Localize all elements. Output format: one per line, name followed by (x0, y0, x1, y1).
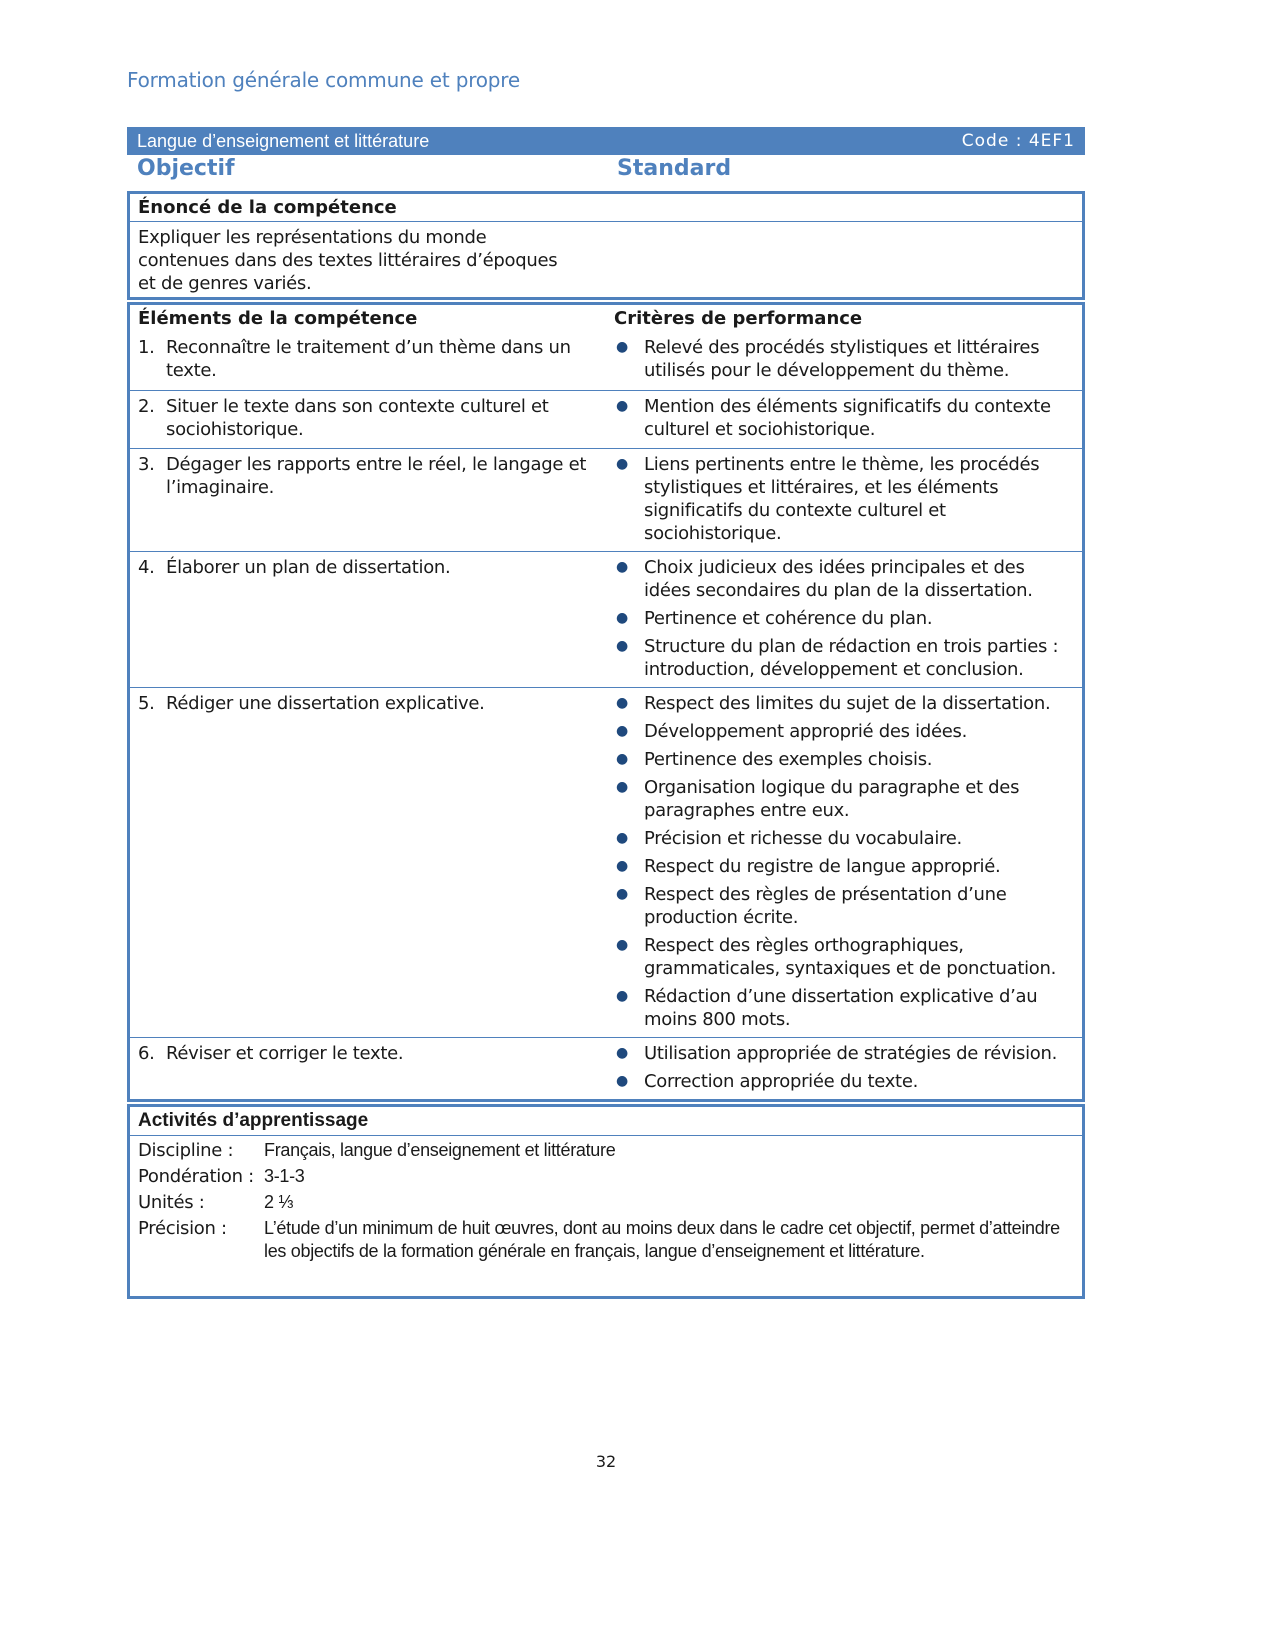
criterion-item (614, 395, 1074, 441)
criterion-item (614, 607, 1074, 630)
criteria-list (614, 336, 1074, 382)
element-text: Reconnaître le traitement d’un thème dans un texte. (166, 337, 571, 381)
enonce-text-row (130, 221, 1082, 301)
enonce-box (127, 191, 1085, 300)
criterion-text: Pertinence des exemples choisis. (644, 749, 933, 770)
element-rows (130, 332, 1082, 1099)
criterion-item (614, 855, 1074, 878)
criterion-text: Organisation logique du paragraphe et des paragraphes entre eux. (644, 777, 1020, 821)
subject-label: Langue d’enseignement et littérature (137, 130, 430, 151)
element-text: Élaborer un plan de dissertation. (166, 557, 451, 578)
criteria-list (614, 453, 1074, 545)
criteria-cell (608, 332, 1082, 390)
bullet-icon: ● (616, 723, 628, 739)
activite-label: Précision : (138, 1218, 227, 1239)
criterion-item (614, 635, 1074, 681)
criterion-text: Rédaction d’une dissertation explicative d’au moins 800 mots. (644, 986, 1038, 1030)
activite-row-discipline (138, 1139, 1074, 1162)
bullet-icon: ● (616, 779, 628, 795)
element-cell (130, 1038, 608, 1099)
criterion-text: Respect des limites du sujet de la dissertation. (644, 693, 1051, 714)
element-cell (130, 391, 608, 448)
criterion-item (614, 1070, 1074, 1093)
bullet-icon: ● (616, 559, 628, 575)
standard-heading: Standard (617, 156, 732, 181)
element-number: 5. (138, 693, 155, 714)
elements-heading: Éléments de la compétence (138, 308, 418, 329)
criterion-text: Correction appropriée du texte. (644, 1071, 919, 1092)
bullet-icon: ● (616, 456, 628, 472)
bullet-icon: ● (616, 886, 628, 902)
criterion-item (614, 1042, 1074, 1065)
activites-heading: Activités d’apprentissage (138, 1110, 369, 1131)
enonce-heading: Énoncé de la compétence (138, 197, 397, 218)
criterion-item (614, 556, 1074, 602)
criterion-item (614, 453, 1074, 545)
element-number: 3. (138, 454, 155, 475)
criterion-item (614, 883, 1074, 929)
elements-box (127, 302, 1085, 1102)
element-row (130, 551, 1082, 687)
element-text: Dégager les rapports entre le réel, le langage et l’imaginaire. (166, 454, 587, 498)
section-title: Formation générale commune et propre (127, 68, 520, 92)
criteria-list (614, 556, 1074, 681)
criterion-text: Relevé des procédés stylistiques et littéraires utilisés pour le développement du thème. (644, 337, 1040, 381)
element-cell (130, 332, 608, 390)
criterion-item (614, 827, 1074, 850)
bullet-icon: ● (616, 937, 628, 953)
criterion-item (614, 720, 1074, 743)
bullet-icon: ● (616, 1073, 628, 1089)
element-row (130, 332, 1082, 390)
criterion-item (614, 985, 1074, 1031)
element-row (130, 1037, 1082, 1099)
criterion-text: Précision et richesse du vocabulaire. (644, 828, 962, 849)
activites-details (130, 1135, 1082, 1266)
activite-row-ponderation (138, 1165, 1074, 1188)
activites-box (127, 1104, 1085, 1299)
criteria-heading: Critères de performance (614, 308, 863, 329)
criterion-text: Liens pertinents entre le thème, les procédés stylistiques et littéraires, et les éléments significatifs du contexte culturel et sociohistorique. (644, 454, 1040, 544)
criteria-cell (608, 391, 1082, 448)
criterion-text: Choix judicieux des idées principales et des idées secondaires du plan de la dissertation. (644, 557, 1033, 601)
activite-row-precision (138, 1217, 1074, 1263)
criteria-list (614, 692, 1074, 1031)
activite-row-unites (138, 1191, 1074, 1214)
bullet-icon: ● (616, 398, 628, 414)
element-row (130, 390, 1082, 448)
page-number: 32 (595, 1452, 617, 1471)
bullet-icon: ● (616, 695, 628, 711)
enonce-text: Expliquer les représentations du monde contenues dans des textes littéraires d’époques et de genres variés. (138, 227, 558, 294)
element-row (130, 448, 1082, 551)
bullet-icon: ● (616, 751, 628, 767)
element-number: 2. (138, 396, 155, 417)
element-text: Situer le texte dans son contexte culturel et sociohistorique. (166, 396, 549, 440)
bullet-icon: ● (616, 988, 628, 1004)
subject-band (127, 127, 1085, 155)
element-text: Rédiger une dissertation explicative. (166, 693, 485, 714)
objectif-heading: Objectif (137, 156, 235, 181)
criterion-text: Respect des règles orthographiques, grammaticales, syntaxiques et de ponctuation. (644, 935, 1057, 979)
criterion-item (614, 934, 1074, 980)
criteria-cell (608, 552, 1082, 687)
activite-label: Discipline : (138, 1140, 234, 1161)
criteria-list (614, 1042, 1074, 1093)
enonce-header-row (130, 194, 1082, 221)
criterion-text: Utilisation appropriée de stratégies de révision. (644, 1043, 1058, 1064)
element-cell (130, 688, 608, 1037)
activites-header-row (130, 1107, 1082, 1135)
element-item (138, 1042, 600, 1065)
element-number: 4. (138, 557, 155, 578)
criterion-text: Respect du registre de langue approprié. (644, 856, 1001, 877)
element-cell (130, 449, 608, 551)
criterion-text: Développement approprié des idées. (644, 721, 967, 742)
element-cell (130, 552, 608, 687)
bullet-icon: ● (616, 858, 628, 874)
element-item (138, 453, 600, 499)
criteria-cell (608, 688, 1082, 1037)
criterion-item (614, 776, 1074, 822)
criterion-text: Structure du plan de rédaction en trois parties : introduction, développement et conclusion. (644, 636, 1059, 680)
element-item (138, 395, 600, 441)
element-item (138, 556, 600, 579)
course-code: Code : 4EF1 (961, 131, 1075, 151)
column-headings (127, 156, 1085, 190)
element-item (138, 336, 600, 382)
criterion-text: Mention des éléments significatifs du contexte culturel et sociohistorique. (644, 396, 1051, 440)
bullet-icon: ● (616, 830, 628, 846)
bullet-icon: ● (616, 638, 628, 654)
element-text: Réviser et corriger le texte. (166, 1043, 404, 1064)
criterion-item (614, 748, 1074, 771)
activite-value: 3-1-3 (264, 1166, 305, 1186)
activite-label: Pondération : (138, 1166, 254, 1187)
criterion-text: Pertinence et cohérence du plan. (644, 608, 933, 629)
criterion-item (614, 336, 1074, 382)
element-row (130, 687, 1082, 1037)
criterion-item (614, 692, 1074, 715)
bullet-icon: ● (616, 339, 628, 355)
activite-value: L’étude d’un minimum de huit œuvres, dont au moins deux dans le cadre cet objectif, permet d’atteindre les objectifs de la formation générale en français, langue d’enseignement et littérature. (264, 1218, 1060, 1261)
activite-value: 2 ⅓ (264, 1192, 294, 1212)
activite-value: Français, langue d’enseignement et littérature (264, 1140, 616, 1160)
bullet-icon: ● (616, 1045, 628, 1061)
bullet-icon: ● (616, 610, 628, 626)
element-item (138, 692, 600, 715)
element-number: 6. (138, 1043, 155, 1064)
element-number: 1. (138, 337, 155, 358)
criteria-cell (608, 1038, 1082, 1099)
activite-label: Unités : (138, 1192, 205, 1213)
criterion-text: Respect des règles de présentation d’une production écrite. (644, 884, 1007, 928)
elements-header-row (130, 305, 1082, 332)
criteria-list (614, 395, 1074, 441)
criteria-cell (608, 449, 1082, 551)
